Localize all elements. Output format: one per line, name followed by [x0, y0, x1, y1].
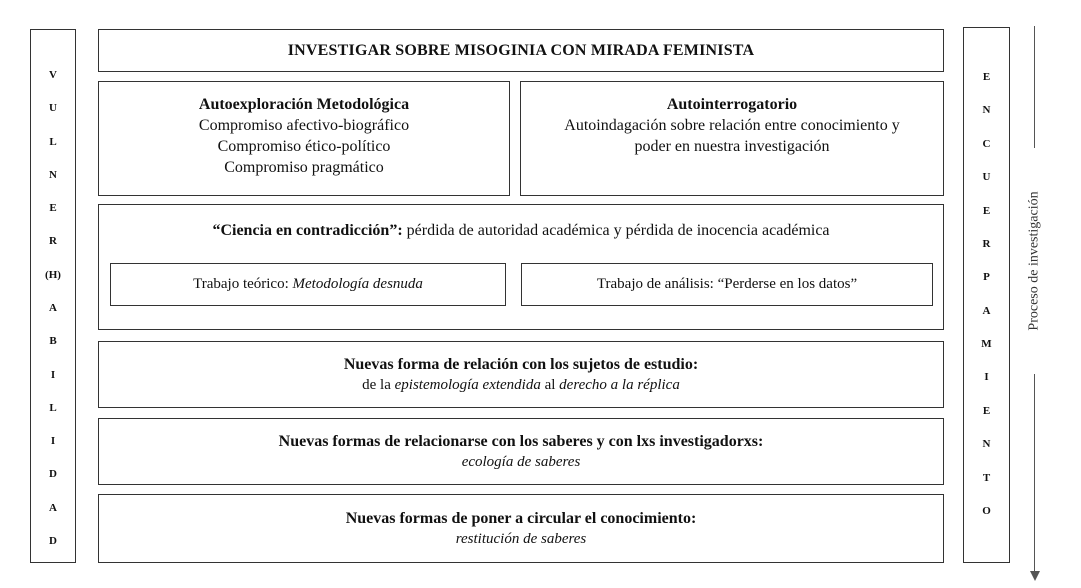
vertical-letter: (H): [45, 268, 61, 281]
vertical-letter: L: [49, 135, 57, 148]
autointerrogatorio-heading: Autointerrogatorio: [666, 96, 798, 113]
circular-heading: Nuevas formas de poner a circular el conocimiento:: [345, 510, 697, 527]
italic-fragment: derecho a la réplica: [559, 377, 680, 393]
vertical-letter: N: [982, 104, 991, 117]
vertical-letter: N: [49, 168, 57, 181]
vertical-letter: N: [982, 438, 991, 451]
vertical-letter: O: [982, 504, 991, 517]
autoexploracion-line: Compromiso pragmático: [224, 159, 384, 176]
italic-fragment: epistemología extendida: [394, 377, 541, 393]
vertical-letter: I: [984, 371, 989, 384]
ciencia-contradiccion-text: [99, 221, 943, 241]
vertical-letter: U: [982, 171, 991, 184]
vertical-letter: R: [982, 237, 991, 250]
autoexploracion-heading: Autoexploración Metodológica: [198, 96, 410, 113]
vertical-letter: P: [983, 271, 990, 284]
vertical-letter: M: [981, 338, 992, 350]
ciencia-contradiccion-box: [98, 204, 944, 330]
autointerrogatorio-line: poder en nuestra investigación: [634, 138, 830, 155]
autointerrogatorio-line: Autoindagación sobre relación entre conocimiento y: [564, 117, 900, 134]
process-label: Proceso de investigación: [1027, 191, 1042, 331]
vertical-letter: R: [49, 235, 57, 248]
autoexploracion-line: Compromiso ético-político: [217, 138, 391, 155]
autoexploracion-line: Compromiso afectivo-biográfico: [198, 117, 410, 134]
ciencia-heading: “Ciencia en contradicción”:: [212, 222, 403, 239]
relacion-saberes-line: ecología de saberes: [461, 454, 581, 470]
ciencia-description: pérdida de autoridad académica y pérdida de inocencia académica: [402, 222, 830, 239]
autoexploracion-box: [98, 81, 510, 196]
vertical-letter: V: [49, 69, 57, 81]
vertical-letter: L: [49, 401, 57, 414]
vertical-letter: A: [49, 501, 57, 514]
autointerrogatorio-box: [520, 81, 944, 196]
vulnerhabilidad-column: [30, 29, 76, 563]
circular-conocimiento-box: [98, 494, 944, 563]
diagram-title: INVESTIGAR SOBRE MISOGINIA CON MIRADA FEMINISTA: [98, 29, 944, 72]
text-fragment: al: [540, 377, 560, 393]
vertical-letter: E: [982, 404, 991, 417]
vertical-letter: A: [49, 301, 57, 314]
vertical-letter: C: [982, 137, 991, 150]
trabajo-teorico-text: [193, 276, 423, 293]
relacion-sujetos-box: [98, 341, 944, 408]
vertical-letter: T: [982, 471, 991, 484]
vertical-letter: D: [49, 534, 57, 547]
relacion-saberes-heading: Nuevas formas de relacionarse con los saberes y con lxs investigadorxs:: [278, 433, 764, 450]
vertical-letter: A: [982, 304, 991, 317]
trabajo-analisis-text: Trabajo de análisis: “Perderse en los datos”: [596, 276, 858, 292]
relacion-sujetos-heading: Nuevas forma de relación con los sujetos de estudio:: [343, 356, 699, 373]
process-label-container: [1022, 148, 1048, 374]
relacion-sujetos-line: [362, 375, 680, 395]
circular-line: restitución de saberes: [455, 531, 587, 547]
vertical-letter: E: [982, 204, 991, 217]
relacion-saberes-box: [98, 418, 944, 485]
vertical-letter: U: [49, 102, 57, 115]
vertical-letter: E: [49, 202, 57, 215]
trabajo-teorico-prefix: Trabajo teórico:: [193, 276, 293, 292]
trabajo-teorico-italic: Metodología desnuda: [292, 276, 423, 292]
process-arrow-head: [1030, 571, 1040, 581]
vertical-letter: D: [49, 468, 57, 481]
vertical-letter: I: [50, 435, 56, 448]
vertical-letter: E: [982, 71, 991, 83]
vertical-letter: I: [50, 368, 56, 381]
encuerpamiento-column: [963, 27, 1010, 563]
vertical-letter: B: [49, 335, 57, 348]
trabajo-analisis-box: [521, 263, 933, 306]
text-fragment: de la: [362, 377, 395, 393]
trabajo-teorico-box: [110, 263, 506, 306]
